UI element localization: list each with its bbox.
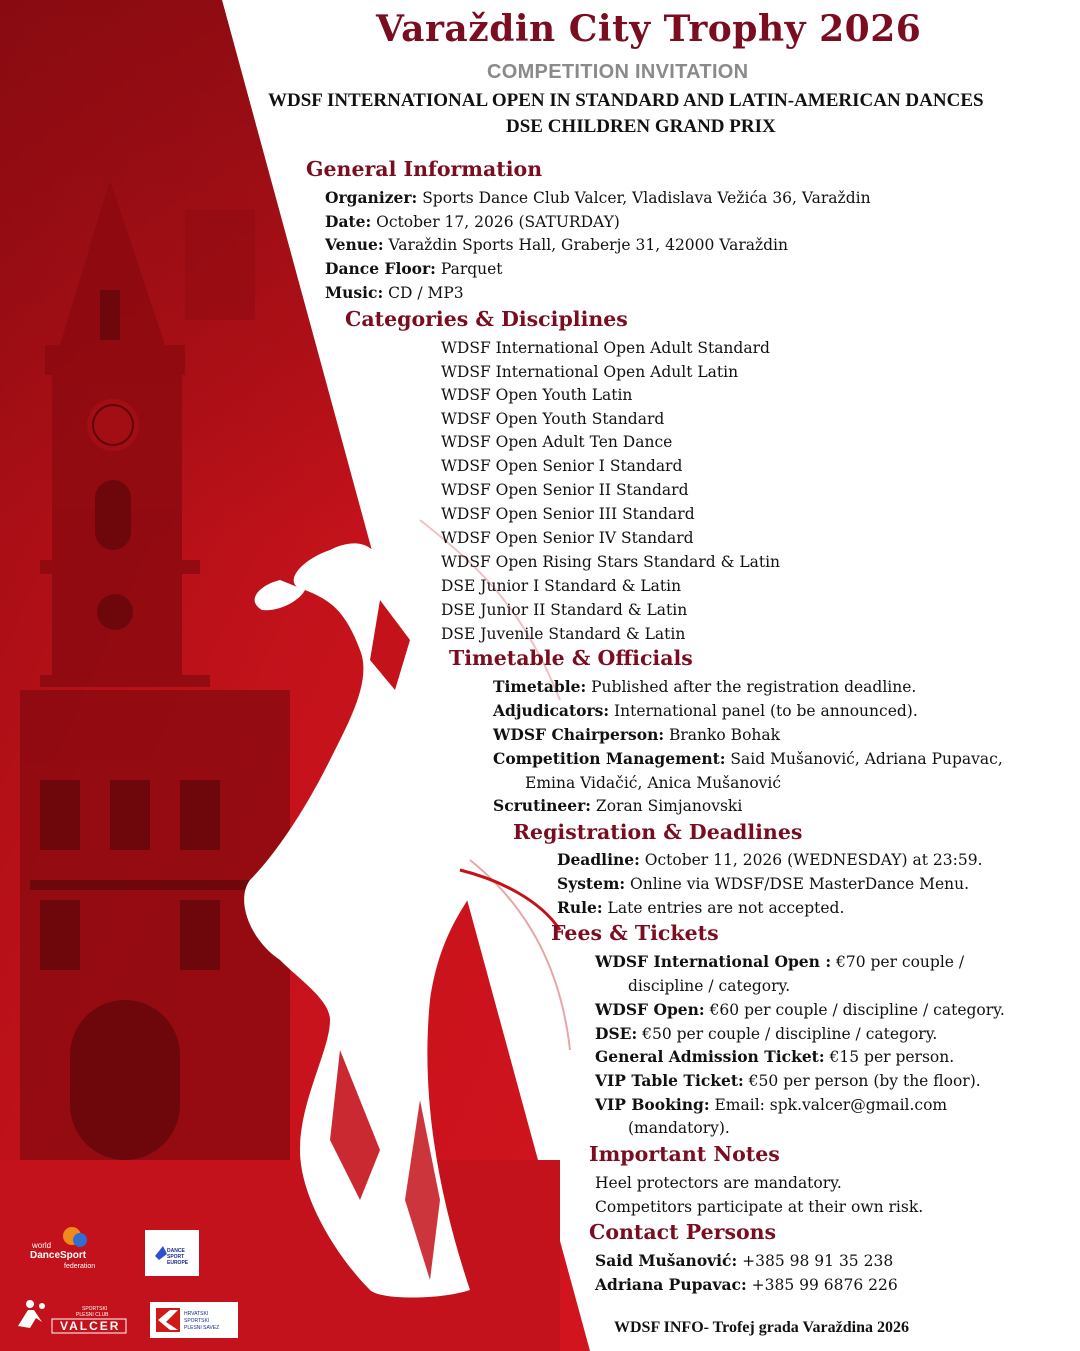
category-item: WDSF Open Senior IV Standard	[441, 529, 694, 547]
fee-item: VIP Table Ticket: €50 per person (by the floor).	[595, 1071, 981, 1090]
timetable-item: Emina Vidačić, Anica Mušanović	[525, 774, 782, 792]
svg-text:PLESNI CLUB: PLESNI CLUB	[76, 1312, 109, 1318]
fee-item: WDSF International Open : €70 per couple /	[595, 952, 965, 971]
svg-text:federation: federation	[64, 1263, 96, 1270]
timetable-item: Timetable: Published after the registration deadline.	[493, 677, 917, 696]
category-item: WDSF International Open Adult Latin	[441, 363, 739, 381]
contact-item: Adriana Pupavac: +385 99 6876 226	[595, 1275, 898, 1294]
general-item: Venue: Varaždin Sports Hall, Graberje 31, 42000 Varaždin	[325, 235, 789, 254]
category-item: WDSF Open Senior III Standard	[441, 505, 695, 523]
general-item: Music: CD / MP3	[325, 283, 464, 302]
general-heading: General Information	[306, 157, 543, 181]
event-line-1: WDSF INTERNATIONAL OPEN IN STANDARD AND LATIN-AMERICAN DANCES	[268, 90, 984, 111]
category-item: DSE Juvenile Standard & Latin	[441, 625, 686, 643]
footer-text: WDSF INFO- Trofej grada Varaždina 2026	[614, 1319, 909, 1336]
fee-item: WDSF Open: €60 per couple / discipline / category.	[595, 1000, 1005, 1019]
dse-logo	[145, 1230, 199, 1276]
page-subtitle: COMPETITION INVITATION	[487, 61, 749, 83]
page-title: Varaždin City Trophy 2026	[376, 8, 922, 50]
timetable-item: Adjudicators: International panel (to be announced).	[493, 701, 918, 720]
svg-text:world: world	[32, 1241, 52, 1250]
svg-text:PLESNI SAVEZ: PLESNI SAVEZ	[184, 1325, 220, 1331]
note-item: Heel protectors are mandatory.	[595, 1174, 842, 1192]
svg-text:HRVATSKI: HRVATSKI	[184, 1311, 209, 1317]
general-item: Dance Floor: Parquet	[325, 259, 503, 278]
svg-text:DANCE: DANCE	[167, 1248, 185, 1254]
registration-item: Deadline: October 11, 2026 (WEDNESDAY) at 23:59.	[557, 850, 983, 869]
svg-text:SPORTSKI: SPORTSKI	[82, 1306, 108, 1312]
svg-text:VALCER: VALCER	[60, 1319, 121, 1333]
category-item: DSE Junior II Standard & Latin	[441, 601, 688, 619]
notes-heading: Important Notes	[589, 1142, 780, 1166]
note-item: Competitors participate at their own risk.	[595, 1198, 924, 1216]
hrvatski-savez-logo	[150, 1302, 238, 1338]
registration-heading: Registration & Deadlines	[513, 820, 803, 844]
wdsf-logo	[28, 1226, 108, 1274]
valcer-logo	[12, 1296, 130, 1336]
registration-item: System: Online via WDSF/DSE MasterDance Menu.	[557, 874, 970, 893]
general-item: Organizer: Sports Dance Club Valcer, Vladislava Vežića 36, Varaždin	[325, 188, 871, 207]
category-item: DSE Junior I Standard & Latin	[441, 577, 682, 595]
category-item: WDSF Open Senior I Standard	[441, 457, 683, 475]
timetable-heading: Timetable & Officials	[449, 646, 693, 670]
svg-text:SPORT: SPORT	[167, 1254, 185, 1260]
svg-text:SPORTSKI: SPORTSKI	[184, 1318, 210, 1324]
fee-item: (mandatory).	[628, 1119, 730, 1137]
event-line-2: DSE CHILDREN GRAND PRIX	[506, 116, 776, 137]
categories-heading: Categories & Disciplines	[345, 307, 628, 331]
contacts-heading: Contact Persons	[589, 1220, 777, 1244]
category-item: WDSF Open Senior II Standard	[441, 481, 689, 499]
timetable-item: Competition Management: Said Mušanović, Adriana Pupavac,	[493, 749, 1003, 768]
timetable-item: Scrutineer: Zoran Simjanovski	[493, 796, 743, 815]
category-item: WDSF Open Youth Standard	[441, 410, 665, 428]
category-item: WDSF Open Youth Latin	[441, 386, 633, 404]
fees-heading: Fees & Tickets	[551, 921, 719, 945]
category-item: WDSF International Open Adult Standard	[441, 339, 770, 357]
timetable-item: WDSF Chairperson: Branko Bohak	[493, 725, 781, 744]
fee-item: discipline / category.	[628, 977, 791, 995]
svg-text:EUROPE: EUROPE	[167, 1260, 189, 1266]
fee-item: DSE: €50 per couple / discipline / category.	[595, 1024, 938, 1043]
general-item: Date: October 17, 2026 (SATURDAY)	[325, 212, 620, 231]
svg-text:DanceSport: DanceSport	[30, 1250, 87, 1261]
category-item: WDSF Open Rising Stars Standard & Latin	[441, 553, 781, 571]
registration-item: Rule: Late entries are not accepted.	[557, 898, 845, 917]
fee-item: VIP Booking: Email: spk.valcer@gmail.com	[595, 1095, 948, 1114]
category-item: WDSF Open Adult Ten Dance	[441, 433, 673, 451]
fee-item: General Admission Ticket: €15 per person.	[595, 1047, 955, 1066]
contact-item: Said Mušanović: +385 98 91 35 238	[595, 1251, 894, 1270]
